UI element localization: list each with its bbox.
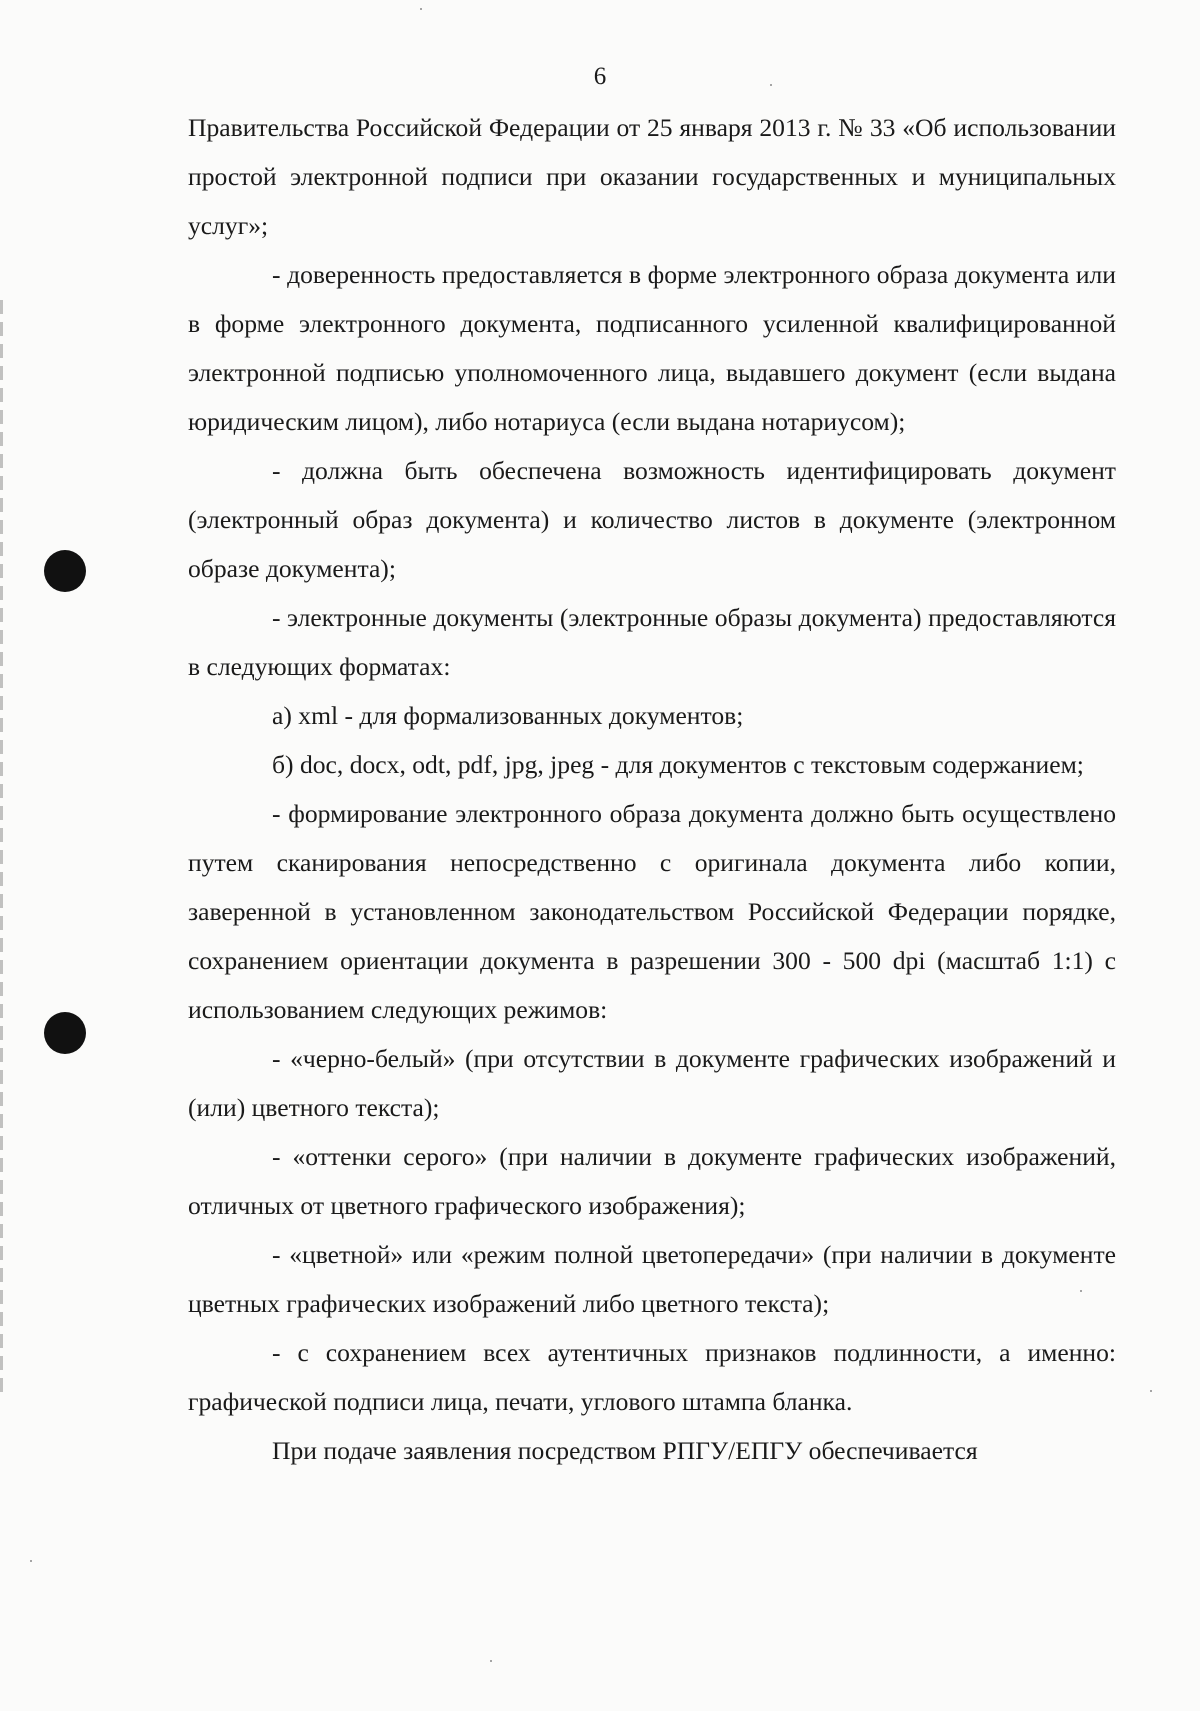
list-item: - «цветной» или «режим полной цветопередачи» (при наличии в документе цветных графических изображений либо цветного текста); — [188, 1240, 1116, 1318]
paragraph: - с сохранением всех аутентичных признаков подлинности, а именно: графической подписи лица, печати, углового штампа бланка. — [188, 1338, 1116, 1416]
paragraph: - формирование электронного образа документа должно быть осуществлено путем сканирования непосредственно с оригинала документа либо копии, заверенной в установленном законодательством Российской Федерации порядке, сохранением ориентации документа в разрешении 300 - 500 dpi (масштаб 1:1) с использованием следующих режимов: — [188, 799, 1116, 1024]
punch-hole — [44, 550, 86, 592]
scan-speck — [1150, 1390, 1152, 1392]
scan-speck — [490, 1660, 492, 1662]
punch-hole — [44, 1012, 86, 1054]
paragraph: - должна быть обеспечена возможность идентифицировать документ (электронный образ документа) и количество листов в документе (электронном образе документа); — [188, 456, 1116, 583]
document-body — [188, 103, 1116, 1475]
scan-speck — [30, 1560, 32, 1562]
paragraph: - доверенность предоставляется в форме электронного образа документа или в форме электронного документа, подписанного усиленной квалифицированной электронной подписью уполномоченного лица, выдавшего документ (если выдана юридическим лицом), либо нотариуса (если выдана нотариусом); — [188, 260, 1116, 436]
list-item: а) xml - для формализованных документов; — [272, 701, 744, 730]
page-number: 6 — [593, 63, 607, 90]
scan-speck — [1080, 1290, 1082, 1292]
paragraph: - электронные документы (электронные образы документа) предоставляются в следующих форматах: — [188, 603, 1116, 681]
scan-speck — [420, 8, 422, 10]
binding-edge — [0, 300, 3, 1400]
paragraph: При подаче заявления посредством РПГУ/ЕПГУ обеспечивается — [272, 1436, 978, 1465]
list-item: б) doc, docx, odt, pdf, jpg, jpeg - для документов с текстовым содержанием; — [272, 750, 1084, 779]
paragraph: Правительства Российской Федерации от 25 января 2013 г. № 33 «Об использовании простой электронной подписи при оказании государственных и муниципальных услуг»; — [188, 113, 1116, 240]
list-item: - «черно-белый» (при отсутствии в документе графических изображений и (или) цветного текста); — [188, 1044, 1116, 1122]
scan-speck — [770, 84, 772, 86]
list-item: - «оттенки серого» (при наличии в документе графических изображений, отличных от цветного графического изображения); — [188, 1142, 1116, 1220]
